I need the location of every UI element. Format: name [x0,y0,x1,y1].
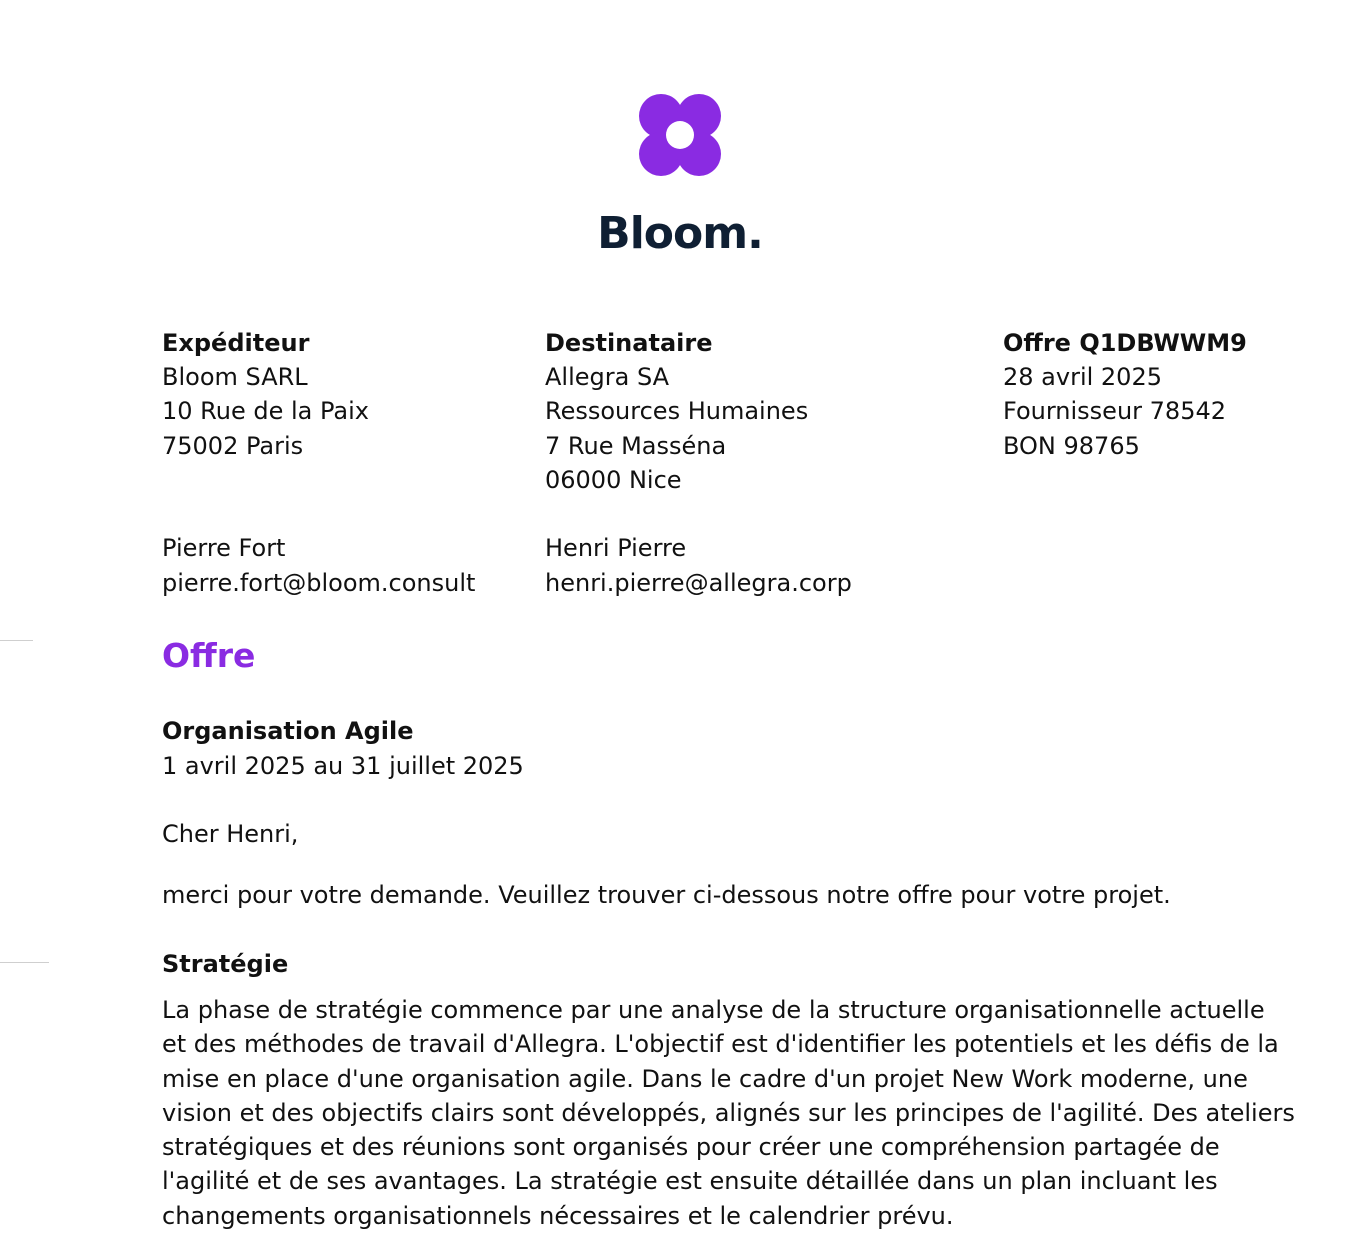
brand-name: Bloom. [597,208,763,259]
order-number: BON 98765 [1003,431,1140,460]
recipient-contact-name: Henri Pierre [545,534,687,562]
sender-block [162,326,522,463]
recipient-block [545,326,945,497]
recipient-contact [545,531,852,600]
sender-contact [162,531,475,600]
intro-paragraph: merci pour votre demande. Veuillez trouver ci-dessous notre offre pour votre projet. [162,881,1171,909]
offer-date: 28 avril 2025 [1003,363,1162,392]
sender-contact-email[interactable]: pierre.fort@bloom.consult [162,568,476,597]
sender-line: 75002 Paris [162,431,304,460]
recipient-line: 7 Rue Masséna [545,431,727,460]
greeting: Cher Henri, [162,820,299,848]
project-info [162,714,524,783]
recipient-heading: Destinataire [545,329,713,357]
paragraph-line: et des méthodes de travail d'Allegra. L'objectif est d'identifier les potentiels et les défis de la [162,1030,1279,1059]
paragraph-line: La phase de stratégie commence par une analyse de la structure organisationnelle actuelle [162,996,1265,1024]
flower-icon [0,92,1360,178]
fold-mark-bottom [0,962,49,963]
sender-line: 10 Rue de la Paix [162,397,369,426]
recipient-line: Allegra SA [545,363,670,392]
recipient-line: Ressources Humaines [545,397,809,426]
recipient-line: 06000 Nice [545,465,682,494]
section-title: Offre [162,636,256,675]
project-name: Organisation Agile [162,717,414,745]
offer-number: Offre Q1DBWWM9 [1003,329,1247,357]
supplier-number: Fournisseur 78542 [1003,397,1226,426]
paragraph-line: stratégiques et des réunions sont organisés pour créer une compréhension partagée de [162,1133,1220,1162]
paragraph-line: changements organisationnels nécessaires et le calendrier prévu. [162,1201,954,1230]
sender-contact-name: Pierre Fort [162,534,286,562]
paragraph-line: l'agilité et de ses avantages. La stratégie est ensuite détaillée dans un plan incluant les [162,1167,1218,1196]
paragraph-line: mise en place d'une organisation agile. Dans le cadre d'un projet New Work moderne, une [162,1064,1248,1093]
recipient-contact-email[interactable]: henri.pierre@allegra.corp [545,568,852,597]
strategy-heading: Stratégie [162,950,289,978]
sender-heading: Expéditeur [162,329,310,357]
sender-line: Bloom SARL [162,363,308,392]
project-period: 1 avril 2025 au 31 juillet 2025 [162,751,524,780]
strategy-paragraph [162,993,1295,1233]
fold-mark-top [0,640,33,641]
paragraph-line: vision et des objectifs clairs sont développés, alignés sur les principes de l'agilité. Des ateliers [162,1098,1295,1127]
offer-meta-block [1003,326,1303,463]
